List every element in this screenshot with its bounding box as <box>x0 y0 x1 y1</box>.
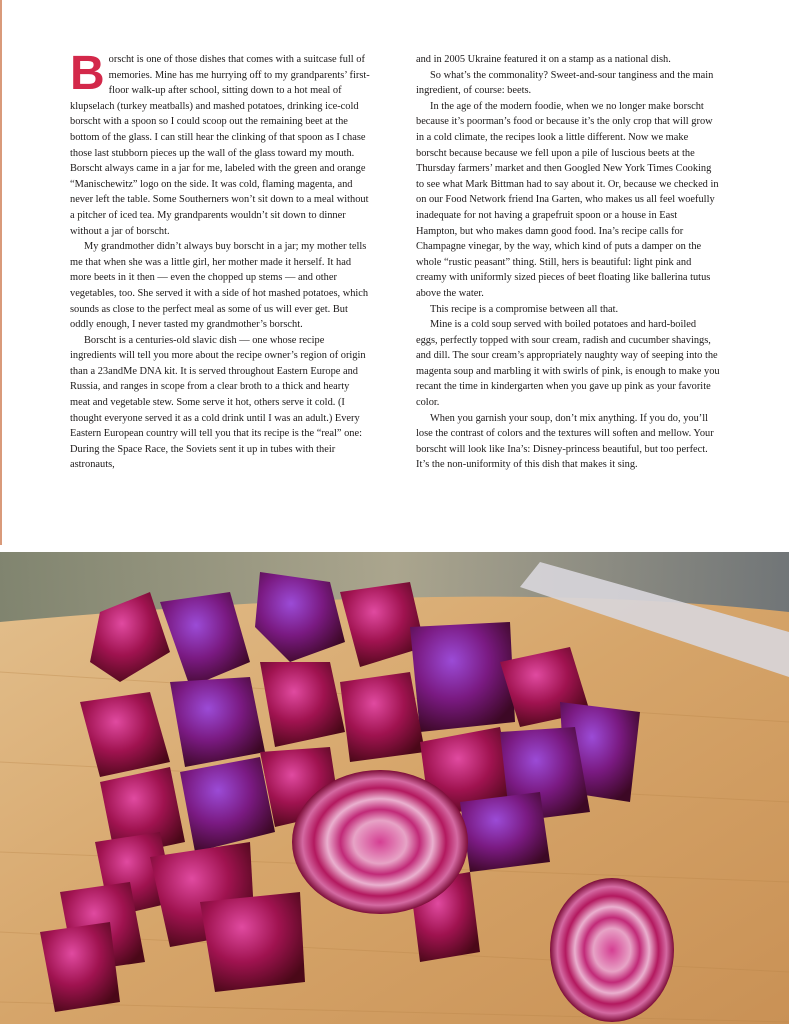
article-paragraph: My grandmother didn’t always buy borscht in a jar; my mother tells me that when she was a little girl, her mother made it herself. It had more beets in it then — even the chopped up stems — and other vegetables, too. She served it with a side of hot mashed potatoes, which sounds as close to the perfect meal as some of us will ever get. But oddly enough, I never tasted my grandmother’s borscht. <box>70 241 369 331</box>
page-edge-rule <box>0 0 2 545</box>
article-paragraph: In the age of the modern foodie, when we no longer make borscht because it’s poorman’s food or because it’s the only crop that will grow in a cold climate, the recipes look a little different. Now we make borscht because because we fell upon a pile of luscious beets at the Thursday farmers’ market and then Googled New York Times Cooking to see what Mark Bittman had to say about it. Or, because we checked in on our Food Network friend Ina Garten, who makes us all feel woefully inadequate for not having a grapefruit spoon or a house in East Hampton, but who makes damn good food. Ina’s recipe calls for Champagne vinegar, by the way, which kind of puts a damper on the whole “rustic peasant” thing. Still, hers is beautiful: light pink and creamy with uniformly sized pieces of beet floating like ballerina tutus above the water. <box>416 100 719 299</box>
article-paragraph: Borscht is a centuries-old slavic dish — one whose recipe ingredients will tell you more about the recipe owner’s region of origin than a 23andMe DNA kit. It is served throughout Eastern Europe and Russia, and ranges in scope from a clear broth to a thick and hearty meat and vegetable stew. Some serve it hot, others serve it cold. (I thought everyone served it as a cold drink until I was an adult.) Every Eastern European country will tell you that its recipe is the “real” one: During the Space Race, the Soviets sent it up in tubes with their astronauts, <box>70 334 366 471</box>
article-paragraph: and in 2005 Ukraine featured it on a stamp as a national dish. <box>416 54 671 65</box>
article-paragraph: This recipe is a compromise between all that. <box>430 303 619 315</box>
article-paragraph: Mine is a cold soup served with boiled potatoes and hard-boiled eggs, perfectly topped with sour cream, radish and cucumber shavings, and dill. The sour cream’s appropriately naughty way of seeping into the magenta soup and marbling it with swirls of pink, is enough to make you recant the time in kindergarten when you gave up pink as your favorite color. <box>416 319 720 409</box>
article-paragraph <box>70 47 372 239</box>
article-paragraph: When you garnish your soup, don’t mix anything. If you do, you’ll lose the contrast of colors and the textures will soften and mellow. Your borscht will look like Ina’s: Disney-princess beautiful, but too perfect. It’s the non-uniformity of this dish that makes it sing. <box>416 412 714 471</box>
paragraph-text: orscht is one of those dishes that comes with a suitcase full of memories. Mine has me hurrying off to my grandparents’ first-floor walk-up after school, sitting down to a hot meal of klupselach (turkey meatballs) and mashed potatoes, drinking ice-cold borscht with a spoon so I could scoop out the remaining beet at the bottom of the glass. I can still hear the clinking of that spoon as I chase those last stubborn pieces up the wall of the glass toward my mouth. Borscht always came in a jar for me, labeled with the green and orange “Manischewitz” logo on the side. It was cold, flaming magenta, and never left the table. Some Southerners won’t sit down to a meal without a pitcher of iced tea. My grandparents wouldn’t sit down to dinner without a jar of borscht. <box>70 54 370 237</box>
article-paragraph: So what’s the commonality? Sweet-and-sour tanginess and the main ingredient, of course: beets. <box>416 69 714 97</box>
article-left-column <box>70 47 372 473</box>
article-right-column <box>416 52 720 473</box>
drop-cap: B <box>70 47 105 100</box>
beets-photo <box>0 552 789 1024</box>
